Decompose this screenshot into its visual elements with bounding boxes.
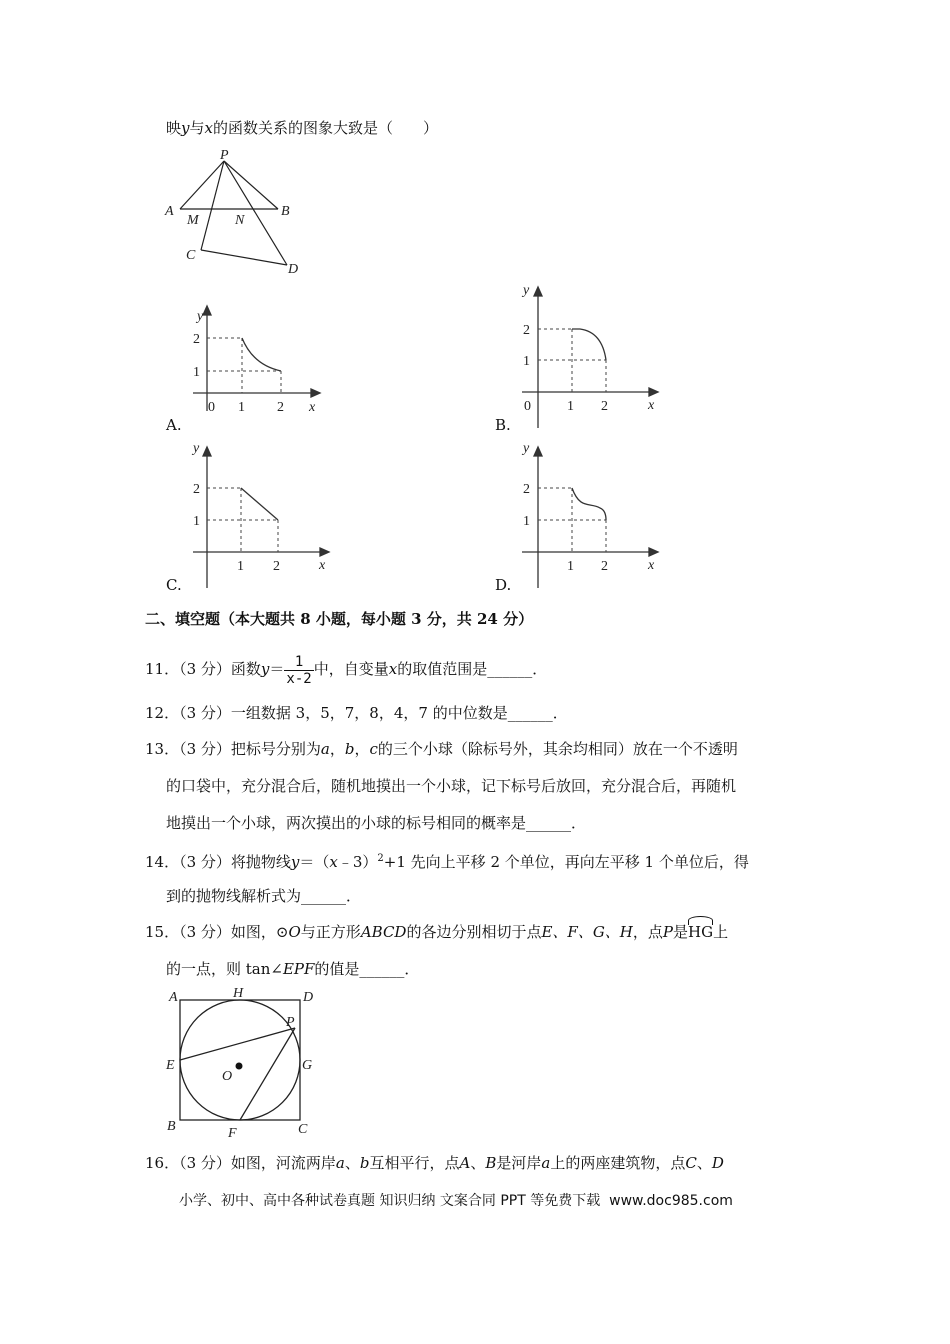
var-ABCD: ABCD [360,923,407,941]
x-axis-label: x [319,558,326,573]
tick-2: 2 [523,323,530,338]
var-B: B [485,1154,497,1172]
equals-sign: ＝ [269,660,285,678]
tick-1: 1 [523,514,530,529]
label-D: D [303,990,314,1005]
tick-2: 2 [523,482,530,497]
x-axis-label: x [309,400,316,415]
footer-link[interactable]: www.doc985.com [609,1193,733,1209]
fraction-numerator: 1 [284,654,313,671]
var-EPF: EPF [282,960,315,978]
question-text: （3 分）将抛物线 [179,853,291,871]
question-13-line-3: 地摸出一个小球，两次摸出的小球的标号相同的概率是______． [166,814,587,832]
question-15-line-2 [166,959,419,979]
tick-x1: 1 [238,400,245,415]
label-D: D [288,262,299,277]
question-text: （3 分）把标号分别为 [179,740,321,758]
y-axis-label: y [193,441,200,456]
tick-2: 2 [193,482,200,497]
label-B: B [167,1119,176,1134]
separator: 、 [696,1154,712,1172]
label-E: E [166,1058,175,1073]
circle-square-figure [160,985,330,1140]
superscript: 2 [377,853,384,864]
question-16 [145,1153,724,1173]
option-a-letter: A. [166,416,182,434]
question-text: 的取值范围是______． [397,660,548,678]
footer [179,1191,733,1211]
tick-1: 1 [193,514,200,529]
var-y: y [290,853,300,871]
question-text: 上的两座建筑物，点 [550,1154,686,1172]
question-12 [145,703,568,723]
tick-1: 1 [193,365,200,380]
question-text: ＝（ [299,853,330,871]
intro-text: 与 [189,119,205,137]
question-text: （3 分）如图， [179,923,276,941]
tick-1: 1 [523,354,530,369]
option-c-letter: C. [166,576,182,594]
separator: ， [354,740,370,758]
question-13 [145,739,738,759]
label-B: B [281,204,290,219]
label-N: N [235,213,245,228]
question-number: 14． [145,853,180,871]
var-y: y [260,660,270,678]
var-C: C [685,1154,697,1172]
var-x: x [329,853,338,871]
y-axis-label: y [523,283,530,298]
arc-HG: HG [688,923,714,941]
question-11 [145,652,547,687]
intro-text: 映 [166,119,182,137]
triangle-figure [160,145,310,280]
question-text: 中，自变量 [313,660,389,678]
label-G: G [302,1058,313,1073]
separator: ， [329,740,345,758]
x-axis-label: x [648,398,655,413]
fraction-denominator: x-2 [286,670,312,687]
question-number: 11． [145,660,180,678]
option-d-letter: D. [495,576,512,594]
circle-dot-symbol: ⊙ [275,923,289,941]
tick-x1: 1 [237,559,244,574]
question-number: 15． [145,923,180,941]
footer-text: 小学、初中、高中各种试卷真题 知识归纳 文案合同 PPT 等免费下载 [179,1193,601,1209]
question-15 [145,922,728,942]
var-D: D [711,1154,724,1172]
option-b-letter: B. [495,416,511,434]
question-text: （3 分）如图，河流两岸 [179,1154,336,1172]
question-text: （3 分）一组数据 3，5，7，8，4，7 的中位数是______． [179,704,568,722]
x-axis-label: x [648,558,655,573]
question-text: 与正方形 [300,923,361,941]
var-b: b [359,1154,370,1172]
tick-x1: 1 [567,399,574,414]
y-axis-label: y [523,441,530,456]
label-F: F [228,1126,237,1140]
question-text: 的各边分别相切于点 [406,923,542,941]
intro-text: 的函数关系的图象大致是（ ） [212,119,438,137]
label-P: P [220,148,229,163]
label-A: A [169,990,178,1005]
question-text: 的三个小球（除标号外，其余均相同）放在一个不透明 [377,740,738,758]
tick-0: 0 [524,399,531,414]
var-P: P [662,923,673,941]
tick-x1: 1 [567,559,574,574]
question-text: 上 [713,923,729,941]
question-13-line-2: 的口袋中，充分混合后，随机地摸出一个小球，记下标号后放回，充分混合后，再随机 [166,777,737,795]
y-axis-label: y [197,309,204,324]
option-a-graph [185,303,325,418]
question-text: （3 分）函数 [179,660,261,678]
var-x: x [388,660,398,678]
separator: 、 [344,1154,360,1172]
option-d-graph [510,440,665,590]
question-number: 16． [145,1154,180,1172]
var-a: a [541,1154,551,1172]
question-14 [145,849,749,872]
tick-2: 2 [193,332,200,347]
var-x: x [204,119,213,137]
label-P: P [286,1015,295,1030]
label-C: C [186,248,196,263]
fraction [284,654,313,687]
question-text: 是河岸 [496,1154,542,1172]
tick-0: 0 [208,400,215,415]
question-10-continuation [166,118,438,138]
question-text: 的一点，则 tan∠ [166,960,283,978]
section-heading: 二、填空题（本大题共 8 小题，每小题 3 分，共 24 分） [145,610,534,628]
var-b: b [344,740,355,758]
question-text: ﹣3） [337,853,378,871]
option-b-graph [510,280,665,430]
label-M: M [187,213,199,228]
var-c: c [369,740,378,758]
var-points: E、F、G、H [541,923,633,941]
question-number: 12． [145,704,180,722]
question-text: +1 先向上平移 2 个单位，再向左平移 1 个单位后，得 [383,853,749,871]
separator: 、 [470,1154,486,1172]
label-C: C [298,1122,308,1137]
var-O: O [288,923,301,941]
tick-x2: 2 [273,559,280,574]
option-c-graph [185,440,335,590]
tick-x2: 2 [601,559,608,574]
var-a: a [335,1154,345,1172]
question-text: 互相平行，点 [369,1154,460,1172]
label-O: O [222,1069,233,1084]
label-A: A [165,204,174,219]
tick-x2: 2 [601,399,608,414]
var-A: A [459,1154,471,1172]
tick-x2: 2 [277,400,284,415]
question-number: 13． [145,740,180,758]
question-text: 是 [673,923,689,941]
question-text: 的值是______． [314,960,420,978]
var-y: y [181,119,190,137]
label-H: H [233,986,244,1001]
question-text: ，点 [632,923,663,941]
var-a: a [320,740,330,758]
question-14-line-2: 到的抛物线解析式为______． [166,887,362,905]
